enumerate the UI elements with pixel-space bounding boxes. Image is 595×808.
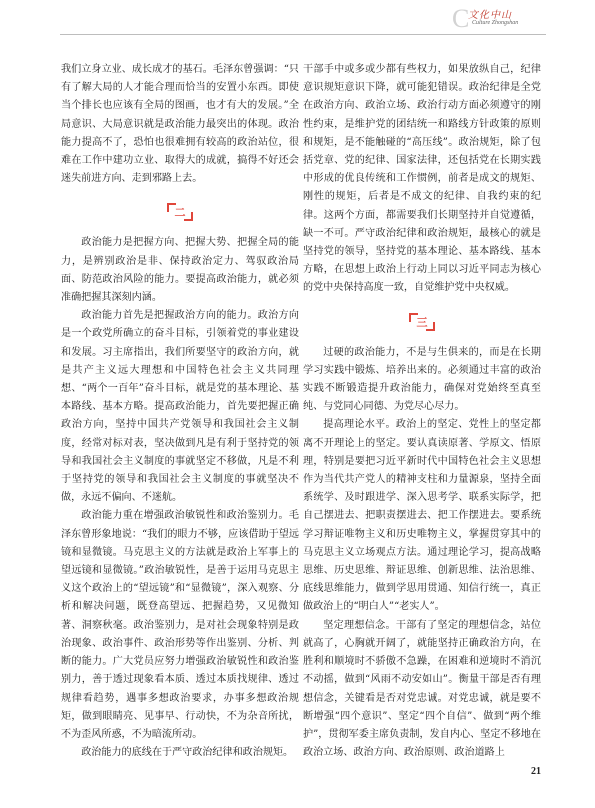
section-bracket-icon bbox=[409, 313, 435, 331]
paragraph: 提高理论水平。政治上的坚定、党性上的坚定都离不开理论上的坚定。要认真读原著、学原文、悟原理，特别是要把习近平新时代中国特色社会主义思想作为当代共产党人的精神支柱和力量源泉，坚持全面系统学、及时跟进学、深入思考学、联系实际学，把自己摆进去、把职责摆进去、把工作摆进去。要系统学习辩证唯物主义和历史唯物主义，掌握贯穿其中的马克思主义立场观点方法。通过理论学习，提高战略思维、历史思维、辩证思维、创新思维、法治思维、底线思维能力，做到学思用贯通、知信行统一，真正做政治上的“明白人”“老实人”。 bbox=[303, 419, 541, 613]
section-marker bbox=[303, 302, 541, 342]
logo-letter: C bbox=[452, 4, 470, 33]
paragraph: 坚定理想信念。干部有了坚定的理想信念，站位就高了，心胸就开阔了，就能坚持正确政治方向，在胜利和顺境时不骄傲不急躁，在困难和逆境时不消沉不动摇，做到“风雨不动安如山”。衡量干部是否有理想信念，关键看是否对党忠诚。对党忠诚，就是要不断增强“四个意识”、坚定“四个自信”、做到“两个维护”，贯彻军委主席负责制，发自内心、坚定不移地在政治立场、政治方向、政治原则、政治道路上 bbox=[303, 619, 541, 759]
paragraph: 政治能力是把握方向、把握大势、把握全局的能力，是辨别政治是非、保持政治定力、驾驭政治局面、防范政治风险的能力。要提高政治能力，就必须准确把握其深刻内涵。 bbox=[61, 237, 299, 304]
header-divider bbox=[60, 34, 546, 35]
section-number: 三 bbox=[416, 315, 428, 329]
section-number: 二 bbox=[174, 206, 186, 220]
paragraph: 干部手中或多或少都有些权力，如果放纵自己，纪律意识规矩意识下降，就可能犯错误。政治纪律是全党在政治方向、政治立场、政治行动方面必须遵守的刚性约束，是维护党的团结统一和路线方针政策的原则和规矩，是不能触碰的“高压线”。政治规矩，除了包括党章、党的纪律、国家法律，还包括党在长期实践中形成的优良传统和工作惯例，前者是成文的规矩、刚性的规矩，后者是不成文的纪律、自我约束的纪律。这两个方面，都需要我们长期坚持并自觉遵循，缺一不可。严守政治纪律和政治规矩，最核心的就是坚持党的领导，坚持党的基本理论、基本路线、基本方略，在思想上政治上行动上同以习近平同志为核心的党中央保持高度一致，自觉维护党中央权威。 bbox=[303, 64, 541, 294]
section-bracket-icon bbox=[167, 203, 193, 221]
paragraph: 我们立身立业、成长成才的基石。毛泽东曾强调：“只有了解大局的人才能合理而恰当的安置小东西。即使当个排长也应该有全局的图画，也才有大的发展。”全局意识、大局意识就是政治能力最突出的体现。政治能力提高不了，恐怕也很难拥有较高的政治站位，很难在工作中建功立业、取得大的成就，搞得不好还会迷失前进方向、走到邪路上去。 bbox=[61, 64, 299, 185]
paragraph: 政治能力重在增强政治敏锐性和政治鉴别力。毛泽东曾形象地说：“我们的眼力不够，应该借助于望远镜和显微镜。马克思主义的方法就是政治上军事上的望远镜和显微镜。”政治敏锐性，是善于运用马克思主义这个政治上的“望远镜”和“显微镜”，深入观察、分析和解决问题，既登高望远、把握趋势，又见微知著、洞察秋毫。政治鉴别力，是对社会现象特别是政治现象、政治事件、政治形势等作出鉴别、分析、判断的能力。广大党员应努力增强政治敏锐性和政治鉴别力，善于透过现象看本质、透过本质找规律、透过规律看趋势，遇事多想政治要求，办事多想政治规矩，做到眼睛亮、见事早、行动快，不为杂音所扰，不为歪风所惑，不为暗流所动。 bbox=[61, 510, 299, 740]
logo-english-title: Culture Zhongshan bbox=[472, 20, 519, 26]
logo-chinese-title: 文化中山 bbox=[468, 10, 512, 21]
section-marker bbox=[61, 192, 299, 232]
right-column bbox=[303, 61, 541, 762]
paragraph: 政治能力的底线在于严守政治纪律和政治规矩。 bbox=[81, 747, 294, 759]
page-number: 21 bbox=[531, 766, 541, 777]
paragraph: 过硬的政治能力，不是与生俱来的，而是在长期学习实践中锻炼、培养出来的。必须通过丰富的政治实践不断锻造提升政治能力，确保对党始终至真至纯、与党同心同德、为党尽心尽力。 bbox=[303, 346, 541, 413]
left-column bbox=[61, 61, 299, 762]
masthead-logo bbox=[446, 6, 546, 32]
paragraph: 政治能力首先是把握政治方向的能力。政治方向是一个政党所确立的奋斗目标，引领着党的事业建设和发展。习主席指出，我们所要坚守的政治方向，就是共产主义远大理想和中国特色社会主义共同理想、“两个一百年”奋斗目标，就是党的基本理论、基本路线、基本方略。提高政治能力，首先要把握正确政治方向，坚持中国共产党领导和我国社会主义制度，经常对标对表，坚决做到凡是有利于坚持党的领导和我国社会主义制度的事就坚定不移做，凡是不利于坚持党的领导和我国社会主义制度的事就坚决不做，永远不偏向、不迷航。 bbox=[61, 310, 299, 504]
